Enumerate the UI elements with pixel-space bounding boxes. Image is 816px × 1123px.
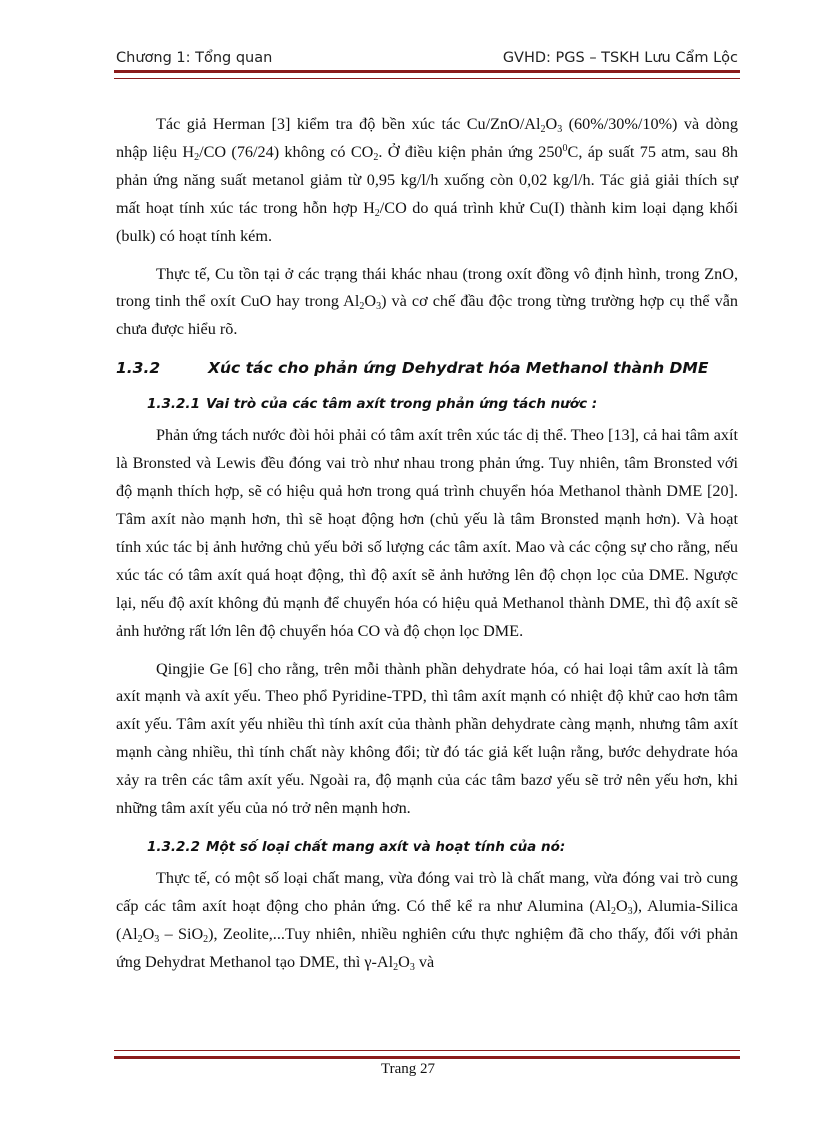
supervisor-label: GVHD: PGS – TSKH Lưu Cẩm Lộc	[502, 50, 738, 66]
subsection-title: Vai trò của các tâm axít trong phản ứng tách nước :	[205, 396, 598, 413]
paragraph-supports: Thực tế, có một số loại chất mang, vừa đóng vai trò là chất mang, vừa đóng vai trò cung cấp các tâm axít hoạt động cho phản ứng. Có thể kể ra như Alumina $(Al_2O_3)$, Alumia-Silica $(Al_2O_3 - SiO_2)$, Zeolite,...Tuy nhiên, nhiều nghiên cứu thực nghiệm đã cho thấy, đối với phản ứng Dehydrat Methanol tạo DME, thì $\gamma-Al_2O_3$ và	[116, 868, 738, 973]
subsection-title: Một số loại chất mang axít và hoạt tính của nó:	[205, 838, 566, 855]
paragraph-cu-states: Thực tế, Cu tồn tại ở các trạng thái khác nhau (trong oxít đồng vô định hình, trong ZnO, trong tinh thể oxít CuO hay trong $Al_2O_3$) và cơ chế đầu độc trong từng trường hợp cụ thể vẫn chưa được hiểu rõ.	[116, 264, 738, 339]
chapter-title: Chương 1: Tổng quan	[116, 50, 273, 66]
subsection-number: 1.3.2.1	[147, 396, 200, 413]
paragraph-qingjie-ge: Qingjie Ge [6] cho rằng, trên mỗi thành phần dehydrate hóa, có hai loại tâm axít là tâm axít mạnh và axít yếu. Theo phổ Pyridine-TPD, thì tâm axít mạnh có nhiệt độ khử cao hơn tâm axít yếu. Tâm axít yếu nhiều thì tính axít của thành phần dehydrate càng mạnh, nhưng tâm axít mạnh càng nhiều, thì tính chất này không đổi; từ đó tác giả kết luận rằng, bước dehydrate hóa xảy ra trên các tâm axít yếu. Ngoài ra, độ mạnh của các tâm bazơ yếu sẽ trở nên yếu hơn, khi những tâm axít yếu của nó trở nên mạnh hơn.	[116, 659, 738, 818]
page-body	[116, 111, 738, 987]
section-heading-1-3-2	[116, 354, 738, 382]
subsection-heading-1-3-2-2	[147, 833, 738, 861]
header-divider	[114, 70, 740, 79]
paragraph-acid-sites: Phản ứng tách nước đòi hỏi phải có tâm axít trên xúc tác dị thể. Theo [13], cả hai tâm axít là Bronsted và Lewis đều đóng vai trò như nhau trong phản ứng. Tuy nhiên, tâm Bronsted với độ mạnh thích hợp, sẽ có hiệu quả hơn trong quá trình chuyển hóa Methanol thành DME [20]. Tâm axít nào mạnh hơn, thì sẽ hoạt động hơn (chủ yếu là tâm Bronsted mạnh hơn). Và hoạt tính xúc tác bị ảnh hưởng chủ yếu bởi số lượng các tâm axít. Mao và các cộng sự cho rằng, nếu xúc tác có tâm axít quá hoạt động, thì độ axít sẽ ảnh hưởng lên độ chọn lọc của DME. Ngược lại, nếu độ axít không đủ mạnh để chuyển hóa có hiệu quả Methanol thành DME, thì độ axít sẽ ảnh hưởng rất lớn lên độ chuyển hóa CO và độ chọn lọc DME.	[116, 426, 738, 640]
subsection-heading-1-3-2-1	[147, 390, 738, 418]
subsection-number: 1.3.2.2	[147, 838, 200, 855]
section-number: 1.3.2	[116, 359, 161, 378]
section-title: Xúc tác cho phản ứng Dehydrat hóa Methanol thành DME	[208, 359, 709, 378]
page-number: Trang 27	[380, 1061, 436, 1077]
paragraph-herman: Tác giả Herman [3] kiểm tra độ bền xúc tác $Cu/ZnO/Al_2O_3$ (60%/30%/10%) và dòng nhập liệu $H_2/CO$ (76/24) không có $CO_2$. Ở điều kiện phản ứng $250^0C$, áp suất 75 atm, sau 8h phản ứng năng suất metanol giảm từ 0,95 kg/l/h xuống còn 0,02 kg/l/h. Tác giả giải thích sự mất hoạt tính xúc tác trong hỗn hợp $H_2/CO$ do quá trình khử Cu(I) thành kim loại dạng khối (bulk) có hoạt tính kém.	[116, 115, 739, 245]
page-header	[116, 48, 738, 70]
footer-divider	[114, 1050, 740, 1059]
